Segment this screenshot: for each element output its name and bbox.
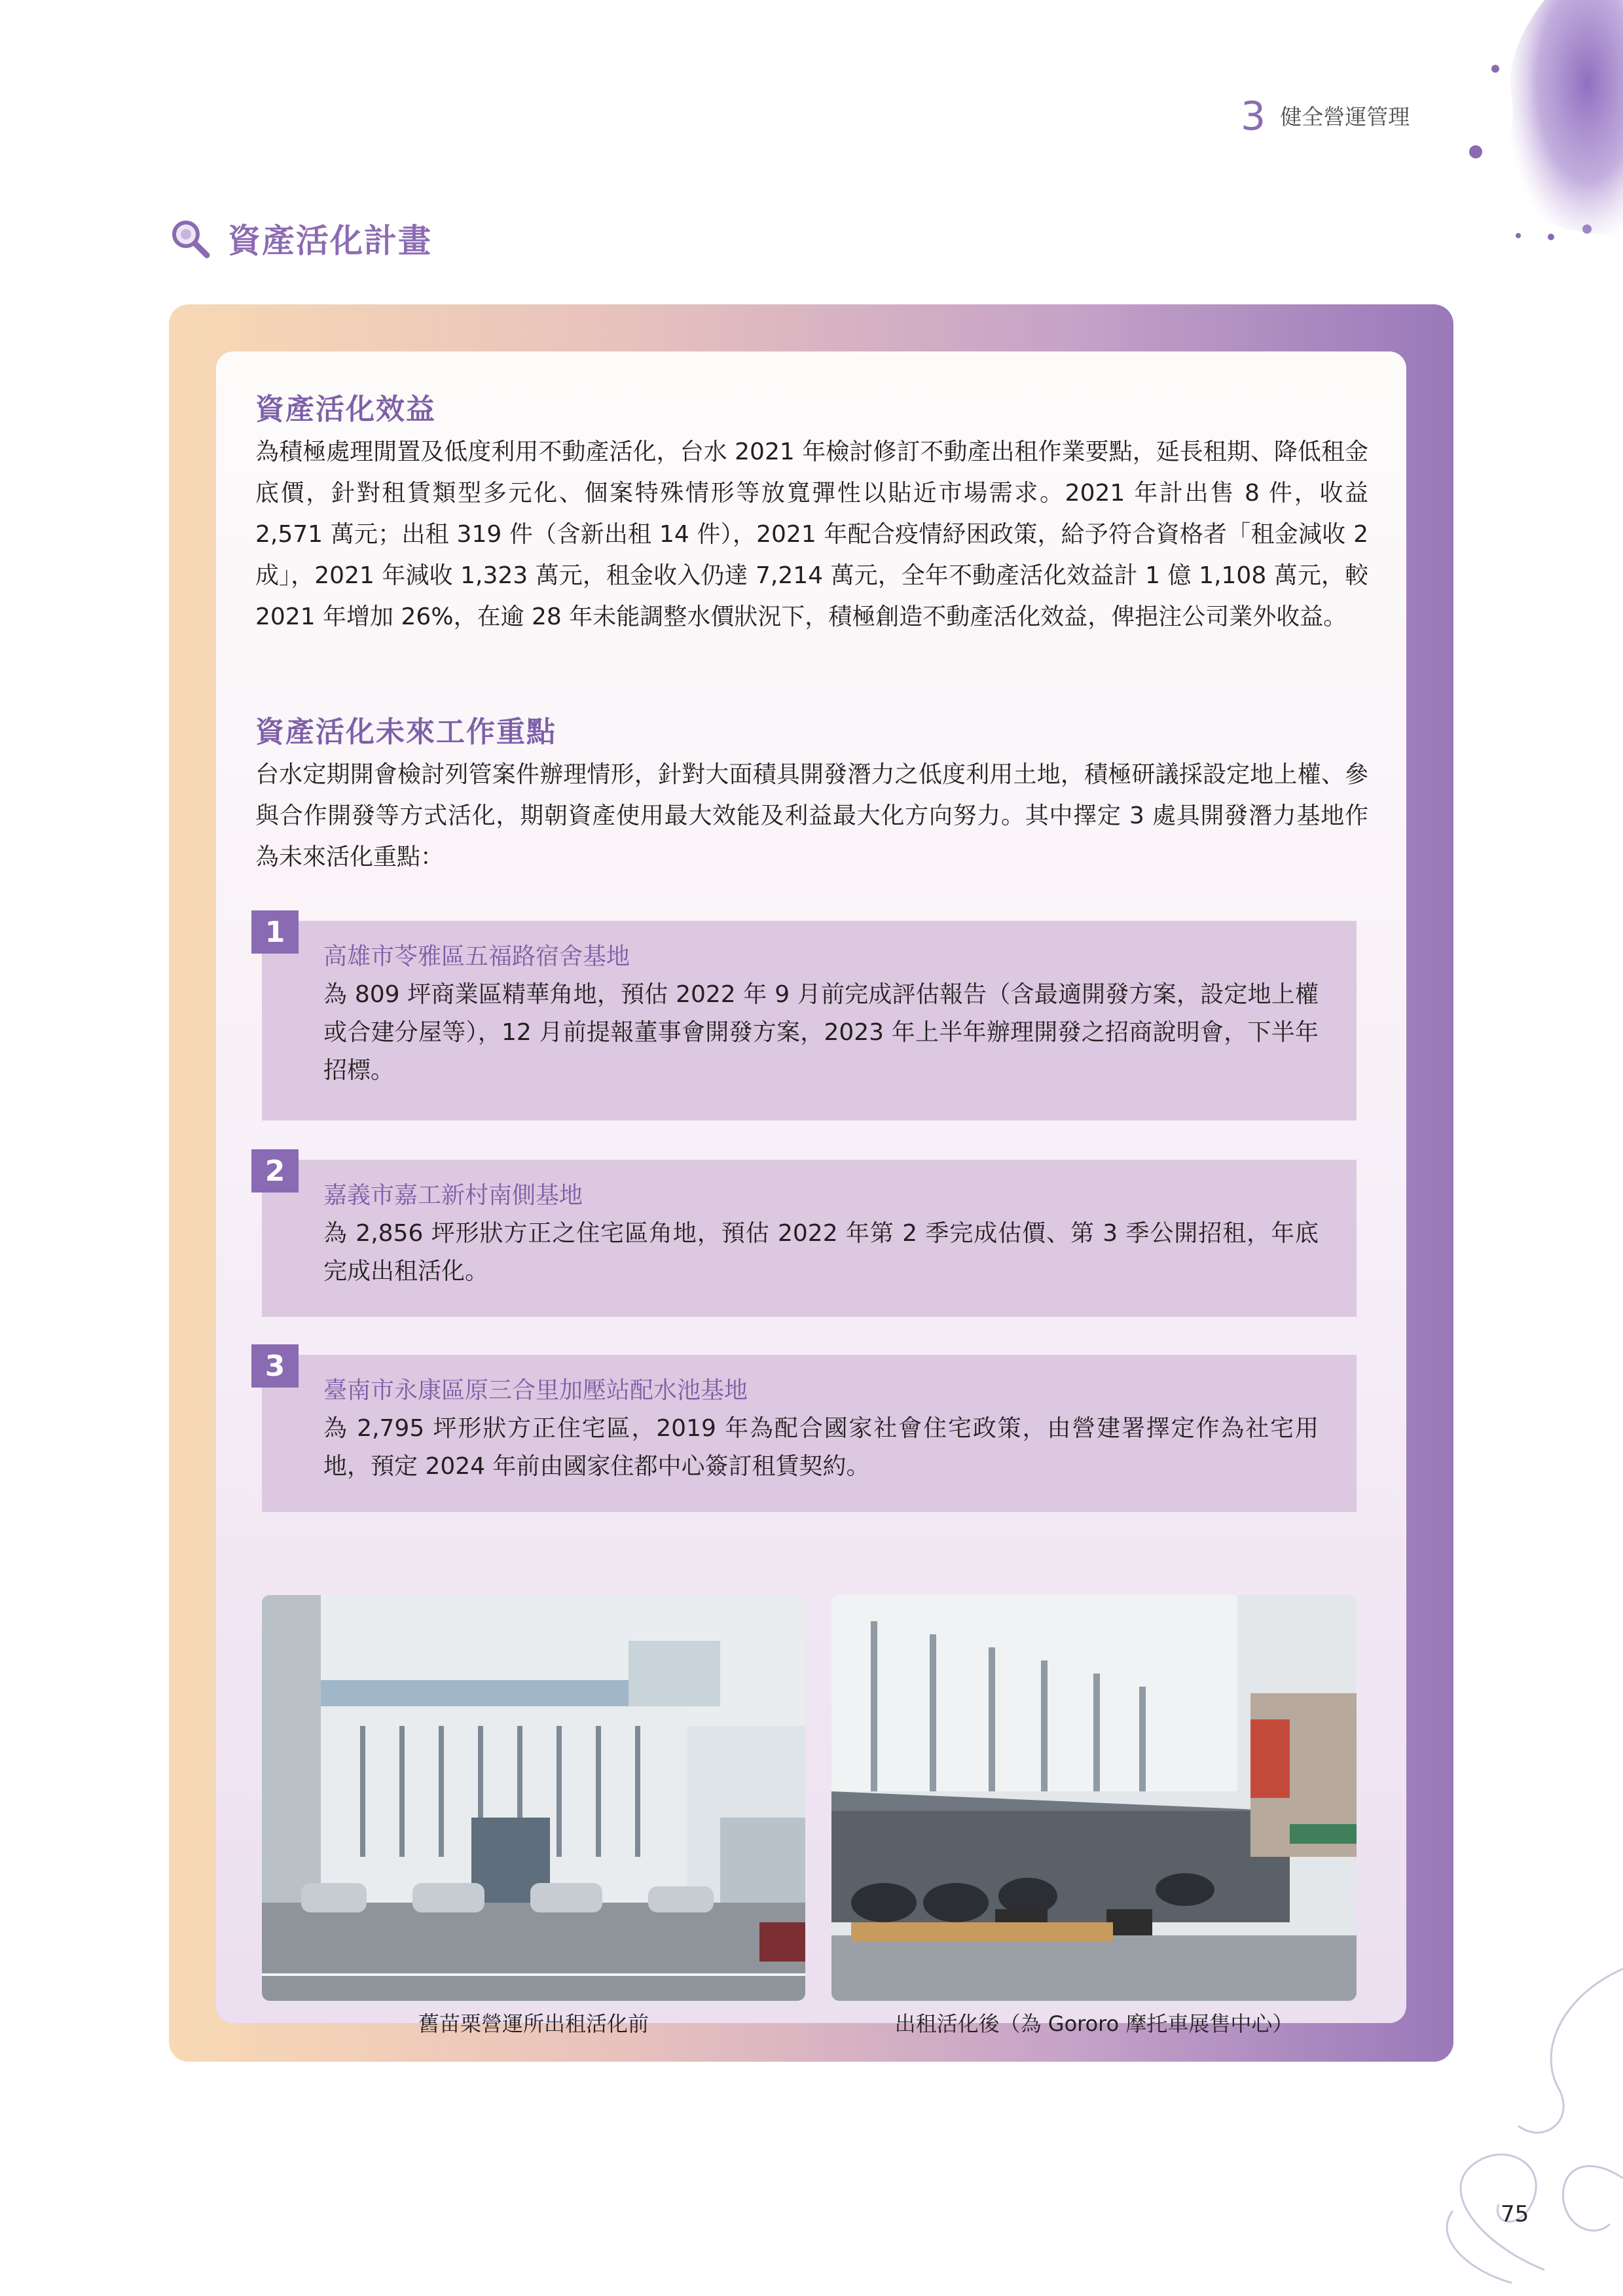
- site-description: 為 2,795 坪形狀方正住宅區，2019 年為配合國家社會住宅政策，由營建署擇定作為社宅用地，預定 2024 年前由國家住都中心簽訂租賃契約。: [323, 1415, 1319, 1480]
- site-number-badge: 2: [251, 1149, 299, 1193]
- future-heading: 資產活化未來工作重點: [255, 715, 556, 749]
- content-panel: [169, 304, 1453, 2062]
- chapter-title: 健全營運管理: [1280, 103, 1410, 130]
- benefits-heading: 資產活化效益: [255, 393, 436, 426]
- future-paragraph: 台水定期開會檢討列管案件辦理情形，針對大面積具開發潛力之低度利用土地，積極研議採設定地上權、參與合作開發等方式活化，期朝資產使用最大效能及利益最大化方向努力。其中擇定 3 處具開發潛力基地作為未來活化重點：: [255, 761, 1368, 870]
- watercolor-splash-decoration: [1466, 0, 1623, 275]
- content-card: [216, 351, 1406, 2036]
- site-description: 為 809 坪商業區精華角地，預估 2022 年 9 月前完成評估報告（含最適開發方案，設定地上權或合建分屋等），12 月前提報董事會開發方案，2023 年上半年辦理開發之招商說明會，下半年招標。: [323, 981, 1319, 1084]
- photo-after-caption: 出租活化後（為 Gororo 摩托車展售中心）: [894, 2011, 1294, 2036]
- photo-before-caption: 舊苗栗營運所出租活化前: [418, 2011, 649, 2036]
- photo-after: [831, 1595, 1357, 2001]
- chapter-number: 3: [1241, 94, 1266, 139]
- site-number-badge: 3: [251, 1344, 299, 1388]
- section-heading: [169, 215, 432, 262]
- magnifier-icon: [169, 217, 211, 259]
- site-number-badge: 1: [251, 910, 299, 954]
- chapter-header: [1241, 94, 1410, 139]
- site-description: 為 2,856 坪形狀方正之住宅區角地，預估 2022 年第 2 季完成估價、第 3 季公開招租，年底完成出租活化。: [323, 1220, 1319, 1285]
- benefits-paragraph: 為積極處理閒置及低度利用不動產活化，台水 2021 年檢討修訂不動產出租作業要點，延長租期、降低租金底價，針對租賃類型多元化、個案特殊情形等放寬彈性以貼近市場需求。2021 年計出售 8 件，收益 2,571 萬元；出租 319 件（含新出租 14 件），2021 年配合疫情紓困政策，給予符合資格者「租金減收 2 成」，2021 年減收 1,323 萬元，租金收入仍達 7,214 萬元，全年不動產活化效益計 1 億 1,108 萬元，較 2021 年增加 26%，在逾 28 年未能調整水價狀況下，積極創造不動產活化效益，俾挹注公司業外收益。: [255, 439, 1368, 630]
- page-number: 75: [1501, 2201, 1529, 2227]
- site-card-1: [262, 915, 1357, 1121]
- site-title: 嘉義市嘉工新村南側基地: [323, 1182, 583, 1209]
- site-card-3: [262, 1349, 1357, 1512]
- site-card-2: [262, 1154, 1357, 1317]
- photo-before: [262, 1595, 805, 2001]
- site-title: 高雄市苓雅區五福路宿舍基地: [323, 943, 630, 970]
- section-title: 資產活化計畫: [228, 222, 432, 260]
- site-title: 臺南市永康區原三合里加壓站配水池基地: [323, 1377, 748, 1404]
